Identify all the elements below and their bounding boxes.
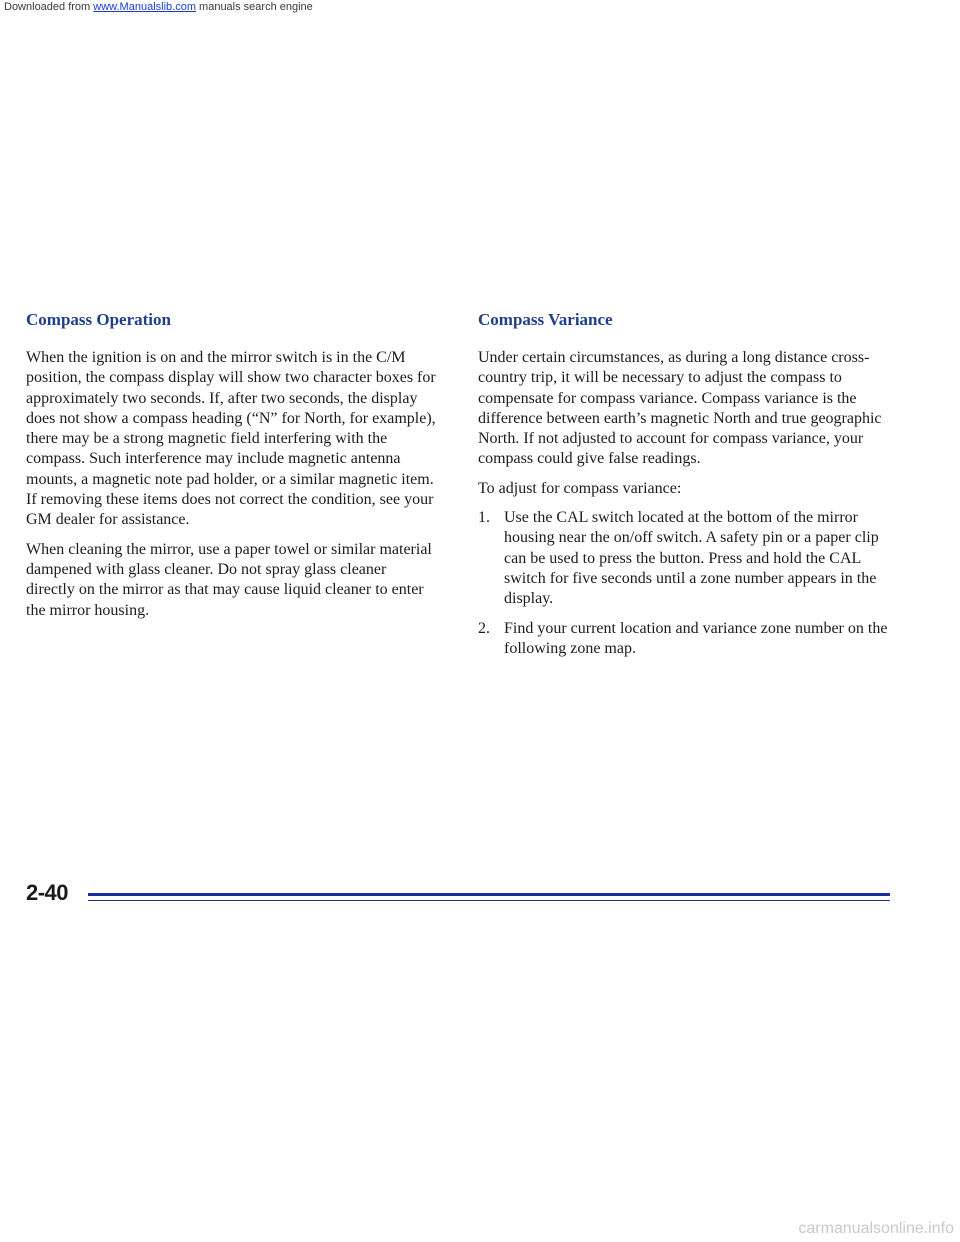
left-column: [26, 306, 436, 630]
watermark-prefix: Downloaded from: [4, 1, 94, 13]
site-watermark: carmanualsonline.info: [798, 1220, 954, 1237]
step-text: Use the CAL switch located at the bottom of the mirror housing near the on/off switch. A safety pin or a paper clip can be used to press the button. Press and hold the CAL switch for five seconds until a zone number appears in the display.: [504, 509, 879, 608]
page-number: 2-40: [26, 880, 69, 905]
watermark-suffix: manuals search engine: [195, 1, 313, 13]
compass-variance-heading: Compass Variance: [478, 310, 613, 329]
right-column: [478, 306, 898, 668]
footer-rule-thin: [88, 900, 890, 901]
footer-rule-thick: [88, 893, 890, 896]
compass-variance-paragraph-2: To adjust for compass variance:: [478, 479, 682, 497]
list-item: [478, 619, 898, 660]
compass-operation-heading: Compass Operation: [26, 310, 171, 329]
manualslib-link[interactable]: www.Manualslib.com: [93, 1, 196, 13]
list-item: [478, 508, 898, 609]
compass-operation-paragraph-2: When cleaning the mirror, use a paper towel or similar material dampened with glass cleaner. Do not spray glass cleaner directly on the mirror as that may cause liquid cleaner to enter the mirror housing.: [26, 540, 432, 619]
step-number: 1.: [478, 509, 490, 527]
step-text: Find your current location and variance zone number on the following zone map.: [504, 619, 888, 657]
adjust-steps-list: [478, 508, 898, 659]
page-footer: [26, 880, 890, 920]
download-watermark: [4, 0, 313, 14]
compass-operation-paragraph-1: When the ignition is on and the mirror switch is in the C/M position, the compass display will show two character boxes for approximately two seconds. If, after two seconds, the display does not show a compass heading (“N” for North, for example), there may be a strong magnetic field interfering with the compass. Such interference may include magnetic antenna mounts, a magnetic note pad holder, or a similar magnetic item. If removing these items does not correct the condition, see your GM dealer for assistance.: [26, 349, 436, 529]
compass-variance-paragraph-1: Under certain circumstances, as during a long distance cross-country trip, it will be necessary to adjust the compass to compensate for compass variance. Compass variance is the difference between earth’s magnetic North and true geographic North. If not adjusted to account for compass variance, your compass could give false readings.: [478, 349, 882, 468]
step-number: 2.: [478, 619, 490, 637]
